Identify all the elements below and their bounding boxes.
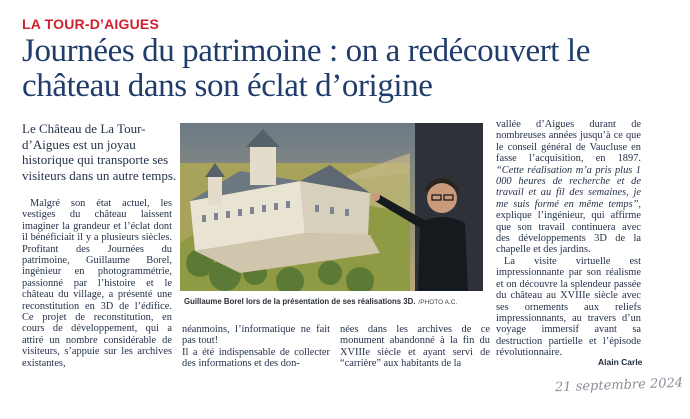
engineer-quote: “Cette réalisation m’a pris plus 1 000 heures de recherche et de travail et au fil des semaines, je me suis formé en même temps” xyxy=(496,164,641,210)
column-4-text-after-quote: , explique l’ingénieur, qui affirme que son travail continuera avec des développements 3D de la chapelle et des jardins. xyxy=(496,198,641,256)
column-1-paragraph: Malgré son état actuel, les vestiges du château laissent imaginer la grandeur et l’éclat dont il bénéficiait il y a plusieurs siècles. Profitant des Journées du patrimoine, Guillaume Borel, ingénieur en photogrammétrie, passionné par l’histoire et le château du village, a présenté une reconstitution en 3D de l’édifice. Ce projet de reconstitution, en cours de développement, qui a attiré un nombre considérable de visiteurs, s’appuie sur les archives existantes, xyxy=(22,198,172,369)
article-column-1 xyxy=(22,198,172,369)
photo-illustration xyxy=(180,123,483,291)
section-kicker: LA TOUR-D’AIGUES xyxy=(22,16,159,32)
article-lead: Le Château de La Tour-d’Aigues est un joyau historique qui transporte ses visiteurs dans un autre temps. xyxy=(22,121,177,183)
column-2-paragraph-1: néanmoins, l’informatique ne fait pas tout! xyxy=(182,324,330,347)
article-column-3 xyxy=(340,324,490,370)
column-4-text: vallée d’Aigues durant de nombreuses années jusqu’à ce que le conseil général de Vaucluse en fasse l’acquisition, en 1897. xyxy=(496,119,641,165)
column-4-paragraph-1 xyxy=(496,119,641,256)
column-4-paragraph-2: La visite virtuelle est impressionnante par son réalisme et on découvre la splendeur passée du château au XVIIIe siècle avec ses ornements aux reliefs impressionnants, au travers d’un voyage immersif avant sa destruction partielle et l’épisode révolutionnaire. xyxy=(496,255,641,359)
author-signature: Alain Carle xyxy=(598,357,643,367)
article-column-2 xyxy=(182,324,330,370)
caption-text: Guillaume Borel lors de la présentation de ses réalisations 3D. xyxy=(184,297,416,306)
photo-caption xyxy=(184,297,484,306)
handwritten-date: 21 septembre 2024 xyxy=(554,375,684,396)
article-headline: Journées du patrimoine : on a redécouvert le château dans son éclat d’origine xyxy=(22,33,590,104)
photo-credit: /PHOTO A.C. xyxy=(418,299,458,306)
article-photo xyxy=(180,123,483,291)
column-2-paragraph-2: Il a été indispensable de collecter des informations et des don- xyxy=(182,346,330,370)
column-3-paragraph: nées dans les archives de ce monument abandonné à la fin du XVIIIe siècle et ayant servi de “carrière” aux habitants de la xyxy=(340,324,490,370)
article-column-4 xyxy=(496,119,641,359)
